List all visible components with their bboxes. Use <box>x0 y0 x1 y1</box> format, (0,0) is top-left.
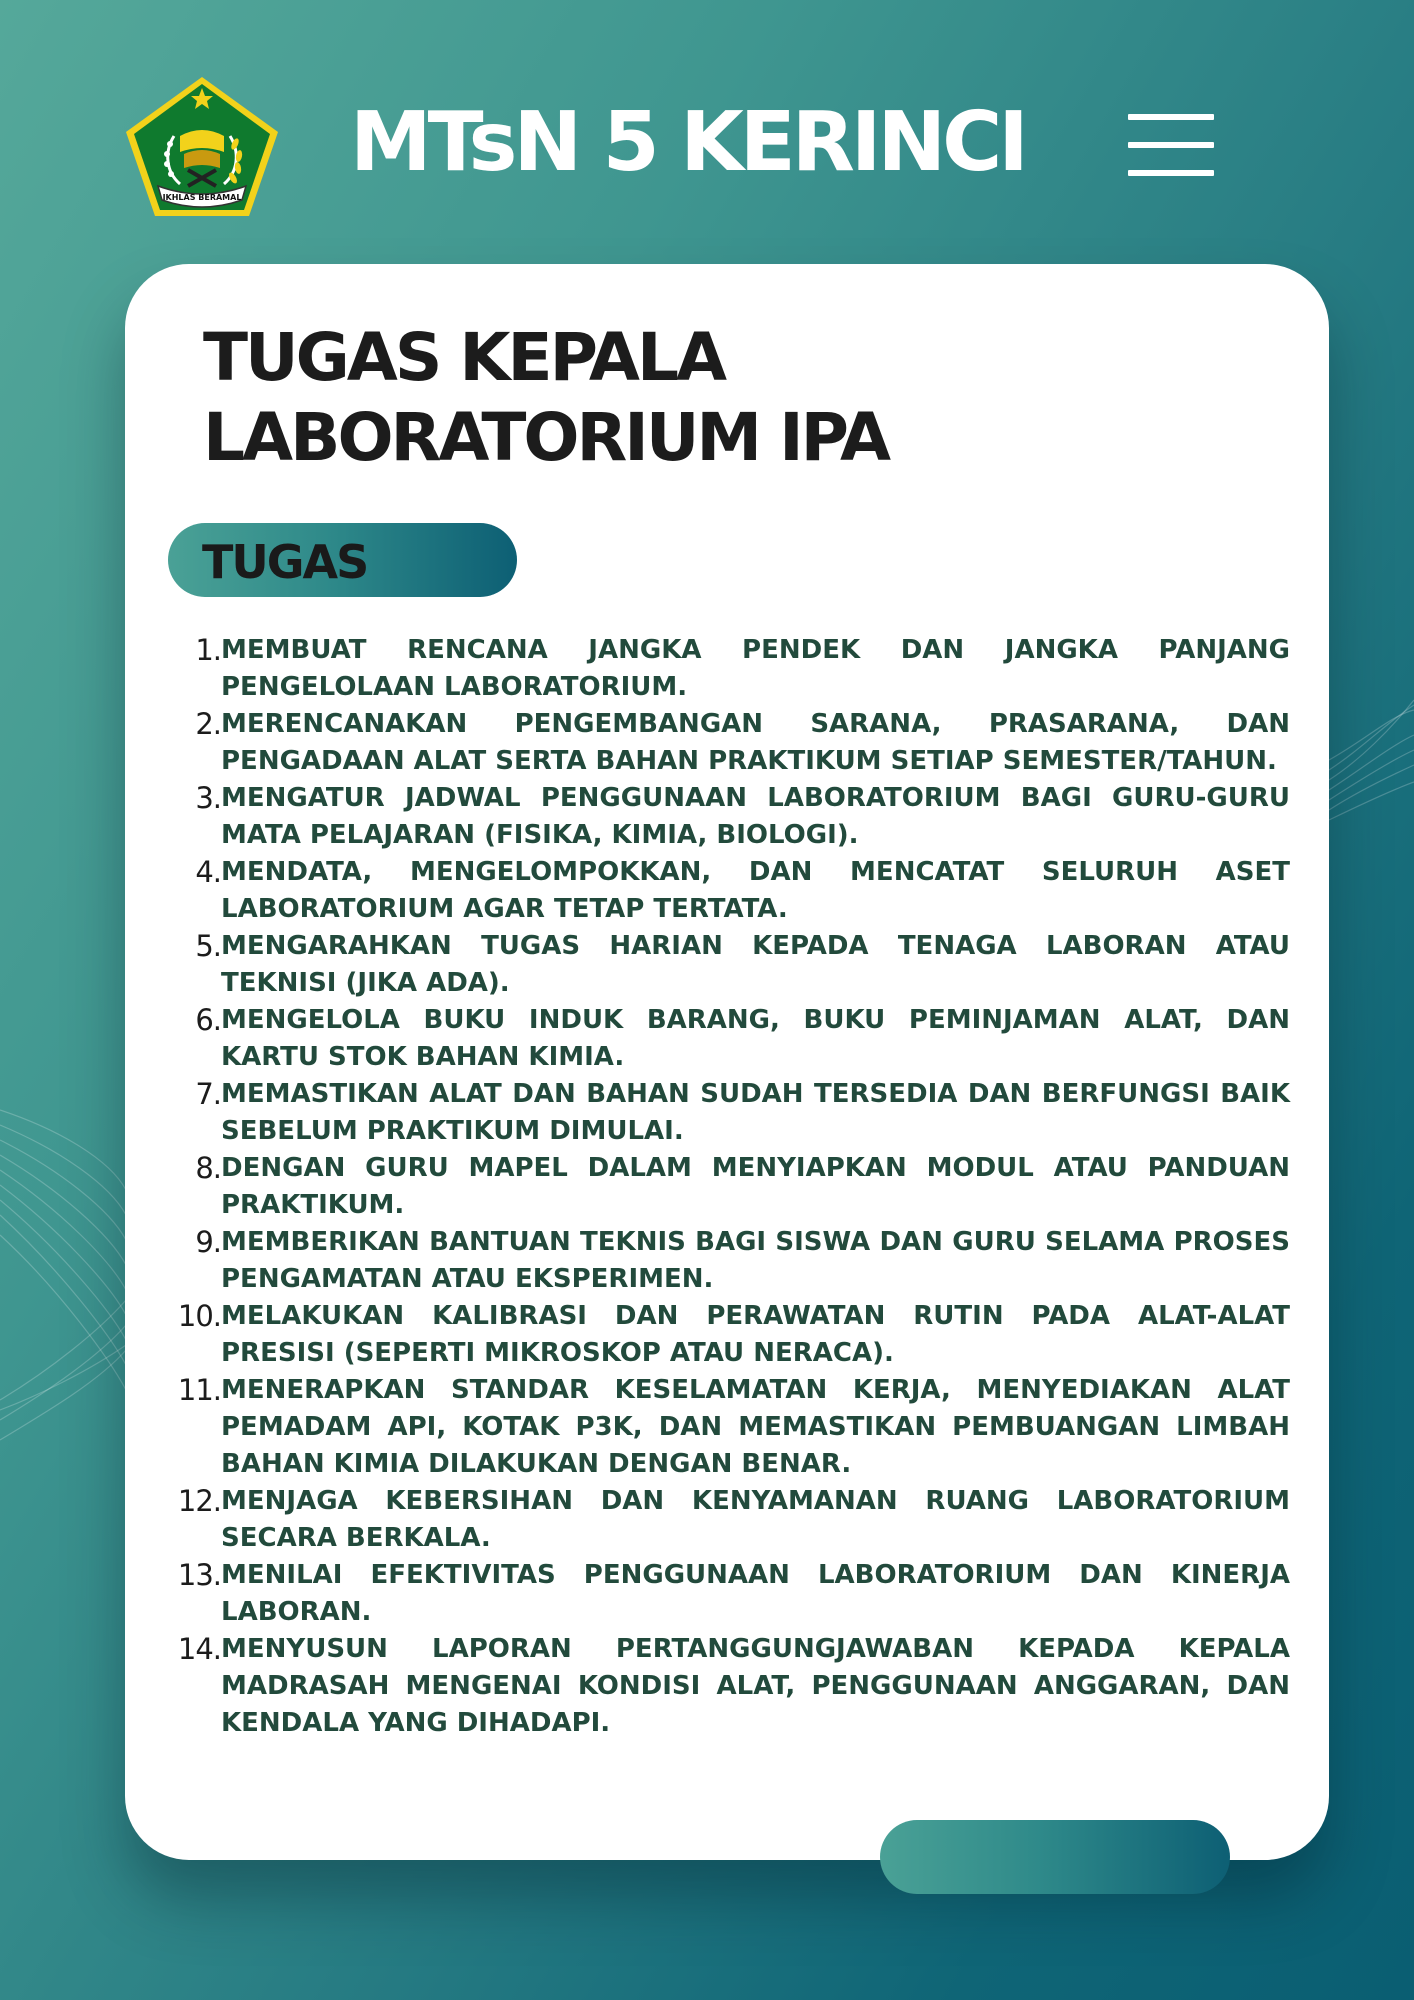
decorative-footer-pill <box>880 1820 1230 1894</box>
hamburger-menu-icon <box>1128 114 1214 120</box>
list-item-number: 1. <box>195 633 221 667</box>
hamburger-menu-button[interactable] <box>1128 114 1216 180</box>
list-item <box>160 854 1290 928</box>
page-title <box>203 318 1103 478</box>
list-item-number: 7. <box>195 1077 221 1111</box>
list-item-text: MELAKUKAN KALIBRASI DAN PERAWATAN RUTIN PADA ALAT-ALAT PRESISI (SEPERTI MIKROSKOP ATAU NERACA). <box>221 1301 1290 1368</box>
list-item-text: DENGAN GURU MAPEL DALAM MENYIAPKAN MODUL ATAU PANDUAN PRAKTIKUM. <box>221 1153 1290 1220</box>
list-item <box>160 1557 1290 1631</box>
list-item-number: 2. <box>195 707 221 741</box>
list-item <box>160 1483 1290 1557</box>
list-item-number: 11. <box>177 1373 221 1407</box>
list-item-text: MENJAGA KEBERSIHAN DAN KENYAMANAN RUANG LABORATORIUM SECARA BERKALA. <box>221 1486 1290 1553</box>
list-item-text: MENERAPKAN STANDAR KESELAMATAN KERJA, MENYEDIAKAN ALAT PEMADAM API, KOTAK P3K, DAN MEMASTIKAN PEMBUANGAN LIMBAH BAHAN KIMIA DILAKUKAN DENGAN BENAR. <box>221 1375 1290 1479</box>
section-header-pill <box>168 523 517 597</box>
list-item <box>160 1224 1290 1298</box>
list-item <box>160 1298 1290 1372</box>
list-item-text: MENDATA, MENGELOMPOKKAN, DAN MENCATAT SELURUH ASET LABORATORIUM AGAR TETAP TERTATA. <box>221 857 1290 924</box>
list-item-number: 6. <box>195 1003 221 1037</box>
kemenag-logo-icon <box>122 74 282 220</box>
list-item-text: MEMBERIKAN BANTUAN TEKNIS BAGI SISWA DAN GURU SELAMA PROSES PENGAMATAN ATAU EKSPERIMEN. <box>221 1227 1290 1294</box>
logo-motto: IKHLAS BERAMAL <box>162 193 242 202</box>
list-item-number: 3. <box>195 781 221 815</box>
list-item-number: 12. <box>177 1484 221 1518</box>
list-item <box>160 632 1290 706</box>
list-item-text: MENILAI EFEKTIVITAS PENGGUNAAN LABORATORIUM DAN KINERJA LABORAN. <box>221 1560 1290 1627</box>
section-label: TUGAS <box>202 535 368 589</box>
list-item <box>160 1150 1290 1224</box>
list-item-text: MERENCANAKAN PENGEMBANGAN SARANA, PRASARANA, DAN PENGADAAN ALAT SERTA BAHAN PRAKTIKUM SETIAP SEMESTER/TAHUN. <box>221 709 1290 776</box>
list-item <box>160 1002 1290 1076</box>
list-item-text: MEMASTIKAN ALAT DAN BAHAN SUDAH TERSEDIA DAN BERFUNGSI BAIK SEBELUM PRAKTIKUM DIMULAI. <box>221 1079 1290 1146</box>
list-item-number: 5. <box>195 929 221 963</box>
list-item-text: MENYUSUN LAPORAN PERTANGGUNGJAWABAN KEPADA KEPALA MADRASAH MENGENAI KONDISI ALAT, PENGGUNAAN ANGGARAN, DAN KENDALA YANG DIHADAPI. <box>221 1634 1290 1738</box>
list-item <box>160 1076 1290 1150</box>
list-item-number: 14. <box>177 1632 221 1666</box>
list-item <box>160 780 1290 854</box>
list-item-number: 4. <box>195 855 221 889</box>
list-item-text: MEMBUAT RENCANA JANGKA PENDEK DAN JANGKA PANJANG PENGELOLAAN LABORATORIUM. <box>221 635 1290 702</box>
list-item <box>160 1631 1290 1742</box>
list-item-number: 9. <box>195 1225 221 1259</box>
list-item-number: 10. <box>177 1299 221 1333</box>
list-item <box>160 706 1290 780</box>
list-item-text: MENGATUR JADWAL PENGGUNAAN LABORATORIUM BAGI GURU-GURU MATA PELAJARAN (FISIKA, KIMIA, BIOLOGI). <box>221 783 1290 850</box>
page-title-line-2: LABORATORIUM IPA <box>203 399 889 476</box>
list-item <box>160 928 1290 1002</box>
school-name: MTsN 5 KERINCI <box>350 95 1025 190</box>
list-item-text: MENGELOLA BUKU INDUK BARANG, BUKU PEMINJAMAN ALAT, DAN KARTU STOK BAHAN KIMIA. <box>221 1005 1290 1072</box>
list-item-text: MENGARAHKAN TUGAS HARIAN KEPADA TENAGA LABORAN ATAU TEKNISI (JIKA ADA). <box>221 931 1290 998</box>
list-item <box>160 1372 1290 1483</box>
duty-list <box>160 632 1290 1742</box>
list-item-number: 8. <box>195 1151 221 1185</box>
page-title-line-1: TUGAS KEPALA <box>203 319 725 396</box>
list-item-number: 13. <box>177 1558 221 1592</box>
